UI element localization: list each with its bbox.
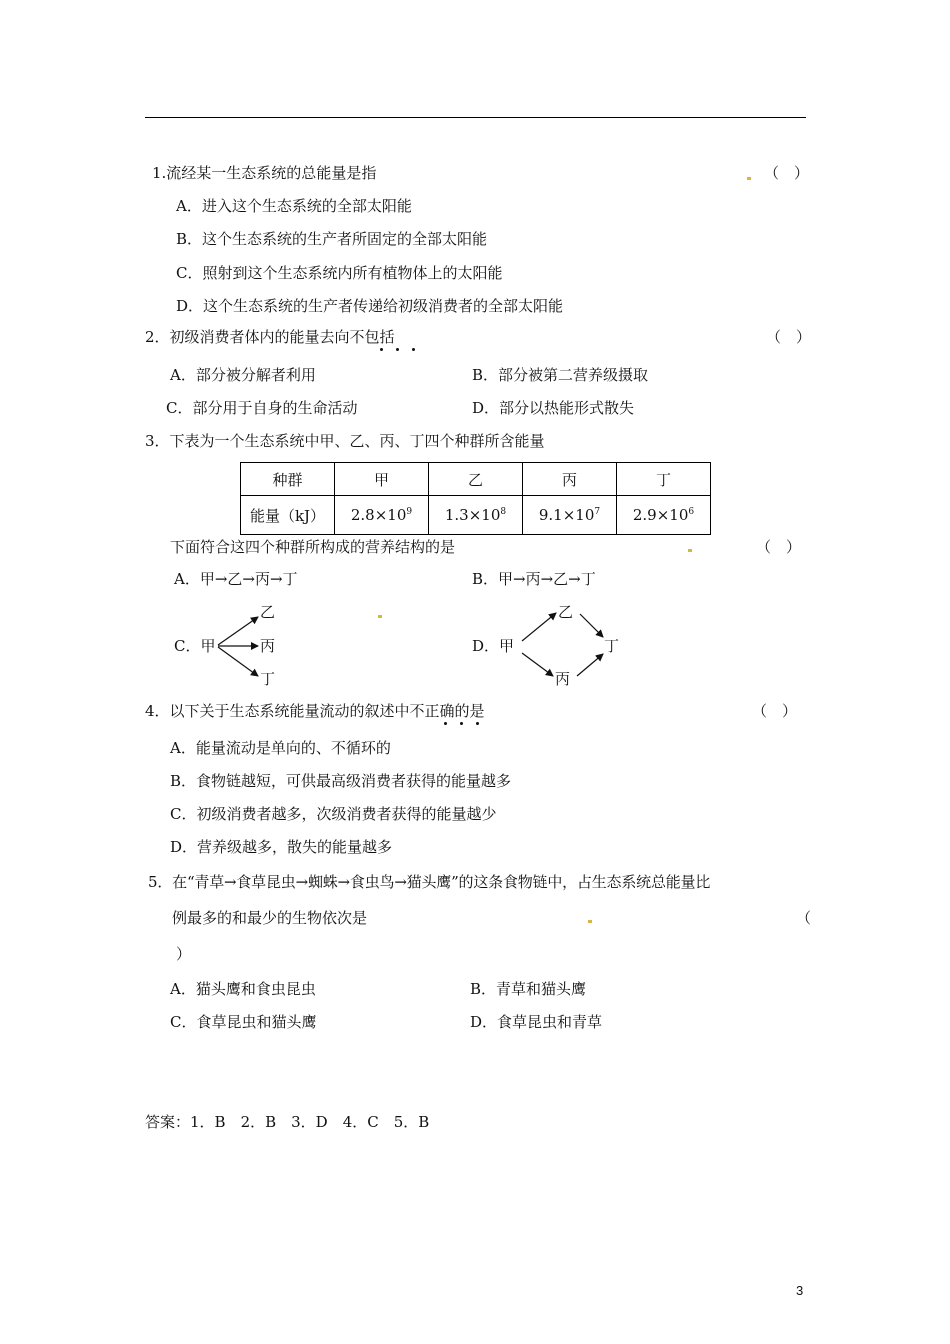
- table-header-cell: 种群: [241, 463, 335, 496]
- energy-value-base: 2.8×10: [350, 506, 407, 524]
- q4-option-c: C．初级消费者越多，次级消费者获得的能量越少: [170, 805, 497, 823]
- q4-option-a: A．能量流动是单向的、不循环的: [170, 739, 391, 757]
- energy-value-exponent: 6: [688, 507, 695, 517]
- speck-mark: [688, 549, 692, 552]
- q3-option-b: B．甲→丙→乙→丁: [472, 570, 596, 588]
- q2-option-d: D．部分以热能形式散失: [472, 399, 635, 417]
- q3-follow-text: 下面符合这四个种群所构成的营养结构的是: [170, 538, 456, 556]
- emphasis-dot: [412, 348, 415, 351]
- q4-answer-bracket: （ ）: [752, 702, 798, 720]
- q5-stem-line1: 5．在“青草→食草昆虫→蜘蛛→食虫鸟→猫头鹰”的这条食物链中，占生态系统总能量比: [148, 873, 711, 891]
- emphasis-dot: [476, 722, 479, 725]
- d-arrow-bing-to-ding: [577, 654, 603, 676]
- q1-option-d: D．这个生态系统的生产者传递给初级消费者的全部太阳能: [176, 297, 564, 315]
- q5-option-c: C．食草昆虫和猫头鹰: [170, 1013, 317, 1031]
- d-arrow-jia-to-bing: [522, 653, 553, 676]
- q2-option-b: B．部分被第二营养级摄取: [472, 366, 649, 384]
- energy-value-base: 1.3×10: [444, 506, 501, 524]
- q1-option-c: C．照射到这个生态系统内所有植物体上的太阳能: [176, 264, 503, 282]
- q5-option-a: A．猫头鹰和食虫昆虫: [170, 980, 316, 998]
- table-row-label: 能量（kJ）: [241, 496, 335, 535]
- page-number: 3: [796, 1283, 804, 1298]
- speck-mark: [588, 920, 592, 923]
- emphasis-dot: [444, 722, 447, 725]
- q2-stem: 2．初级消费者体内的能量去向不包括: [145, 328, 395, 346]
- table-header-cell: 丁: [617, 463, 711, 496]
- answer-key: 答案：1．B 2．B 3．D 4．C 5．B: [145, 1113, 430, 1131]
- table-header-cell: 甲: [335, 463, 429, 496]
- c-node-ding: 丁: [260, 670, 276, 688]
- energy-value-exponent: 8: [500, 507, 507, 517]
- energy-value-base: 9.1×10: [538, 506, 595, 524]
- speck-mark: [378, 615, 382, 618]
- emphasis-dot: [380, 348, 383, 351]
- d-node-yi: 乙: [558, 603, 574, 621]
- q4-stem: 4．以下关于生态系统能量流动的叙述中不正确的是: [145, 702, 485, 720]
- q5-bracket-open: （: [796, 909, 812, 927]
- q5-bracket-close: ）: [176, 945, 192, 963]
- energy-value-base: 2.9×10: [632, 506, 689, 524]
- q1-option-b: B．这个生态系统的生产者所固定的全部太阳能: [176, 230, 488, 248]
- c-arrow-to-yi: [218, 617, 258, 645]
- energy-value-exponent: 9: [406, 507, 413, 517]
- q1-answer-bracket: （ ）: [764, 164, 810, 182]
- d-node-bing: 丙: [555, 670, 571, 688]
- energy-value-exponent: 7: [594, 507, 601, 517]
- q2-option-c: C．部分用于自身的生命活动: [166, 399, 358, 417]
- q2-option-a: A．部分被分解者利用: [170, 366, 316, 384]
- emphasis-dot: [396, 348, 399, 351]
- table-header-cell: 丙: [523, 463, 617, 496]
- q5-option-b: B．青草和猫头鹰: [470, 980, 587, 998]
- c-node-bing: 丙: [260, 637, 276, 655]
- c-arrow-to-ding: [218, 647, 258, 676]
- q3-answer-bracket: （ ）: [756, 538, 802, 556]
- d-node-ding: 丁: [604, 637, 620, 655]
- q3-option-c-label: C．甲: [174, 637, 216, 655]
- q5-stem-line2: 例最多的和最少的生物依次是: [172, 909, 368, 927]
- q3-option-a: A．甲→乙→丙→丁: [174, 570, 298, 588]
- q1-stem: 1.流经某一生态系统的总能量是指: [152, 164, 377, 182]
- q1-option-a: A．进入这个生态系统的全部太阳能: [176, 197, 412, 215]
- table-header-cell: 乙: [429, 463, 523, 496]
- speck-mark: [747, 177, 751, 180]
- q4-option-d: D．营养级越多，散失的能量越多: [170, 838, 393, 856]
- d-arrow-jia-to-yi: [522, 613, 556, 641]
- q3-option-d-label: D．甲: [472, 637, 515, 655]
- q2-answer-bracket: （ ）: [766, 328, 812, 346]
- q5-option-d: D．食草昆虫和青草: [470, 1013, 603, 1031]
- q4-option-b: B．食物链越短，可供最高级消费者获得的能量越多: [170, 772, 512, 790]
- q3-stem: 3．下表为一个生态系统中甲、乙、丙、丁四个种群所含能量: [145, 432, 545, 450]
- c-node-yi: 乙: [260, 603, 276, 621]
- emphasis-dot: [460, 722, 463, 725]
- d-arrow-yi-to-ding: [580, 614, 603, 637]
